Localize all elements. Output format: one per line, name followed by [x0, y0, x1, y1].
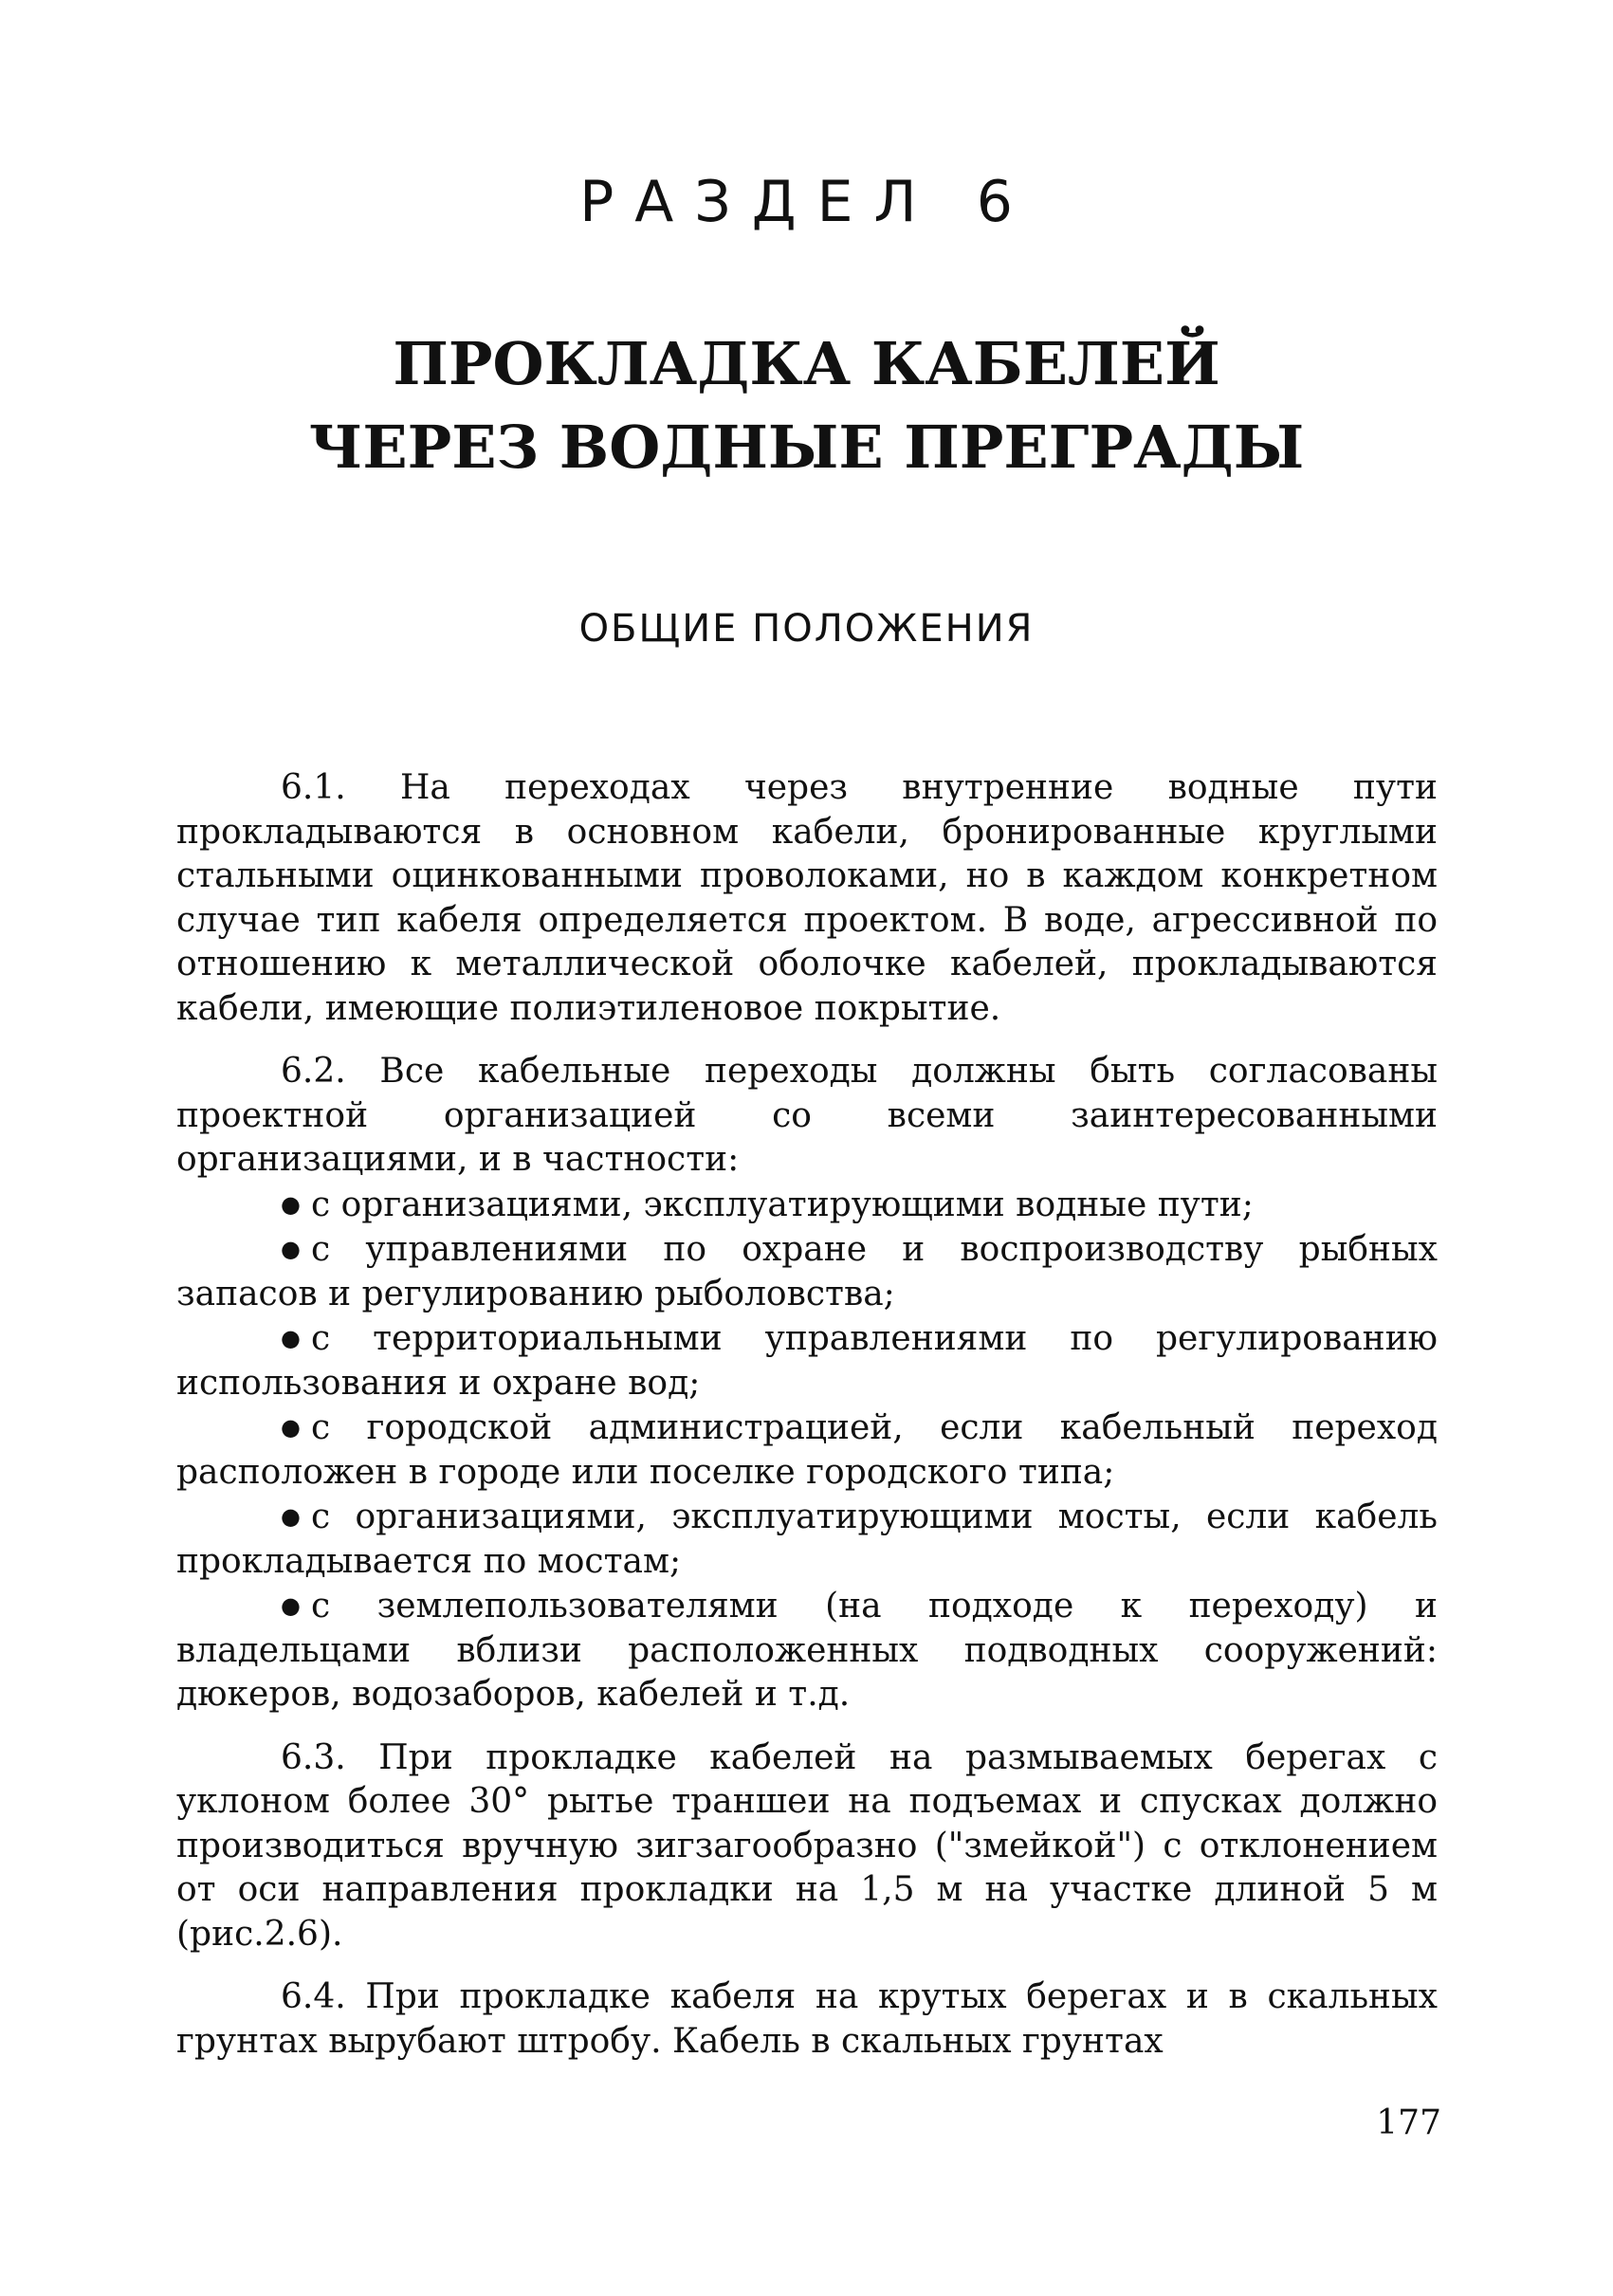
- bullet-item: [176, 1584, 1438, 1717]
- bullet-dot-icon: ●: [281, 1325, 301, 1351]
- section-label: РАЗДЕЛ 6: [579, 169, 1034, 235]
- bullet-item: [176, 1316, 1438, 1405]
- bullet-item-text: с организациями, эксплуатирующими водные пути;: [311, 1185, 1254, 1224]
- page-number: 177: [1376, 2103, 1441, 2142]
- bullet-item: [176, 1227, 1438, 1316]
- chapter-title: [0, 322, 1613, 489]
- body-text: [176, 766, 1438, 2083]
- bullet-dot-icon: ●: [281, 1414, 301, 1441]
- chapter-title-line-1: ПРОКЛАДКА КАБЕЛЕЙ: [393, 329, 1220, 398]
- bullet-item-text: с территориальными управлениями по регулированию использования и охране вод;: [176, 1319, 1438, 1403]
- bullet-list: [176, 1183, 1438, 1717]
- paragraph-6-1: 6.1. На переходах через внутренние водные пути прокладываются в основном кабели, бронированные круглыми стальными оцинкованными проволоками, но в каждом конкретном случае тип кабеля определяется проектом. В воде, агрессивной по отношению к металлической оболочке кабелей, прокладываются кабели, имеющие полиэтиленовое покрытие.: [176, 768, 1438, 1028]
- bullet-dot-icon: ●: [281, 1236, 301, 1262]
- paragraph-6-3: 6.3. При прокладке кабелей на размываемых берегах с уклоном более 30° рытье траншеи на подъемах и спусках должно производиться вручную зигзагообразно ("змейкой") с отклонением от оси направления прокладки на 1,5 м на участке длиной 5 м (рис.2.6).: [176, 1737, 1438, 1954]
- bullet-item: [176, 1495, 1438, 1584]
- bullet-dot-icon: ●: [281, 1503, 301, 1530]
- bullet-dot-icon: ●: [281, 1190, 301, 1218]
- bullet-item-text: с городской администрацией, если кабельный переход расположен в городе или поселке городского типа;: [176, 1408, 1438, 1492]
- bullet-item-text: с землепользователями (на подходе к переходу) и владельцами вблизи расположенных подводных сооружений: дюкеров, водозаборов, кабелей и т.д.: [176, 1587, 1438, 1714]
- bullet-dot-icon: ●: [281, 1592, 301, 1619]
- bullet-item-text: с управлениями по охране и воспроизводству рыбных запасов и регулированию рыболовства;: [176, 1230, 1438, 1313]
- subsection-title: ОБЩИЕ ПОЛОЖЕНИЯ: [578, 607, 1035, 651]
- bullet-item: [176, 1183, 1438, 1228]
- chapter-title-line-2: ЧЕРЕЗ ВОДНЫЕ ПРЕГРАДЫ: [308, 413, 1305, 482]
- bullet-item-text: с организациями, эксплуатирующими мосты, если кабель прокладывается по мостам;: [176, 1497, 1438, 1581]
- bullet-item: [176, 1405, 1438, 1495]
- paragraph-6-2: 6.2. Все кабельные переходы должны быть согласованы проектной организацией со всеми заинтересованными организациями, и в частности:: [176, 1052, 1438, 1179]
- paragraph-6-4: 6.4. При прокладке кабеля на крутых берегах и в скальных грунтах вырубают штробу. Кабель в скальных грунтах: [176, 1977, 1438, 2061]
